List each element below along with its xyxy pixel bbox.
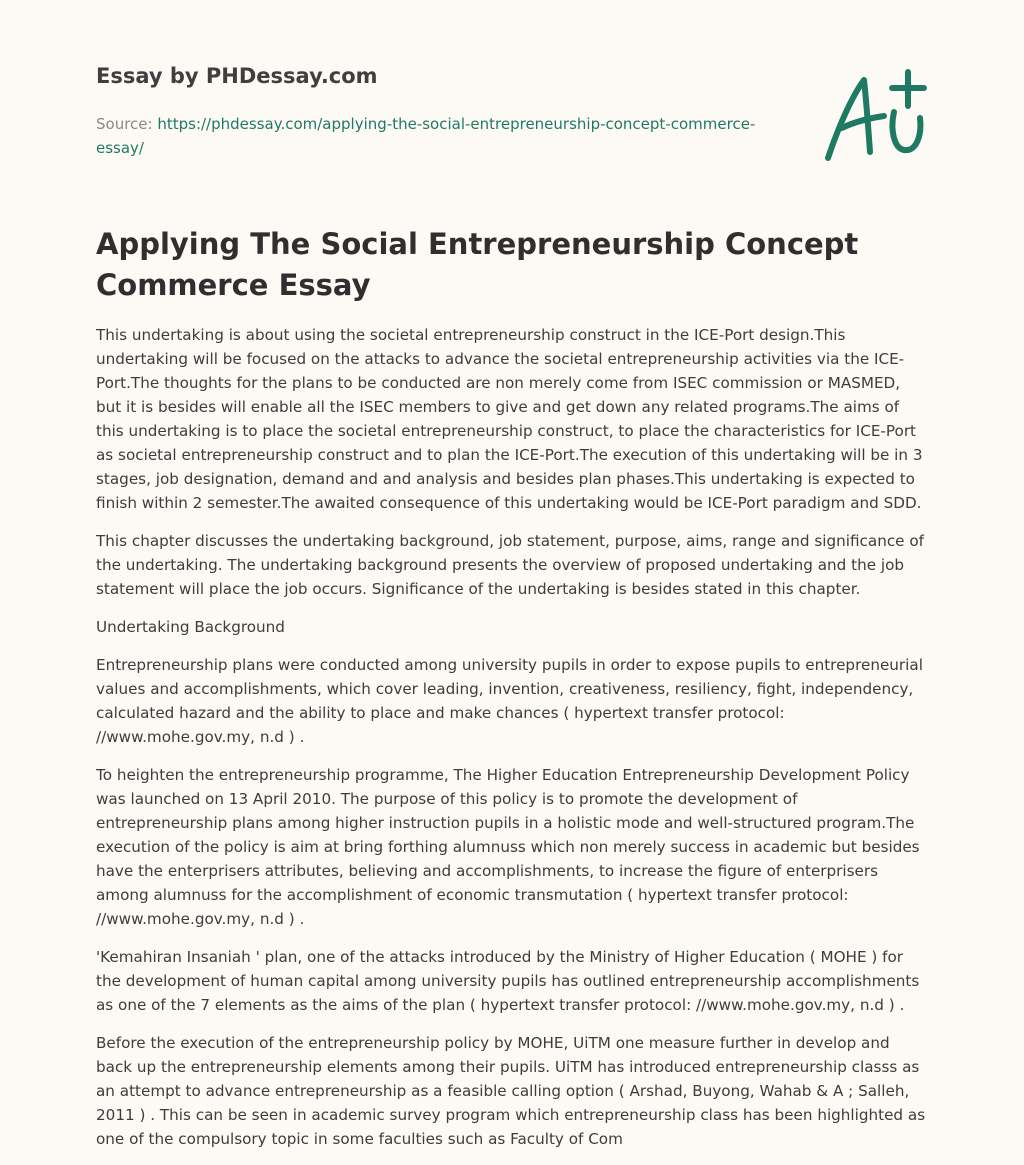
essay-body (96, 323, 928, 1165)
site-title: Essay by PHDessay.com (96, 64, 378, 88)
paragraph: 'Kemahiran Insaniah ' plan, one of the attacks introduced by the Ministry of Higher Education ( MOHE ) for the development of human capital among university pupils has outlined entrepreneurship accomplishments as one of the 7 elements as the aims of the plan ( hypertext transfer protocol: //www.mohe.gov.my, n.d ) . (96, 948, 920, 1014)
essay-title: Applying The Social Entrepreneurship Concept Commerce Essay (96, 227, 859, 302)
source-line (96, 112, 776, 160)
a-plus-logo-icon (820, 68, 930, 164)
paragraph: Before the execution of the entrepreneurship policy by MOHE, UiTM one measure further in develop and back up the entrepreneurship elements among their pupils. UiTM has introduced entrepreneurship classs as an attempt to advance entrepreneurship as a feasible calling option ( Arshad, Buyong, Wahab & A ; Salleh, 2011 ) . This can be seen in academic survey program which entrepreneurship class has been highlighted as one of the compulsory topic in some faculties such as Faculty of Com (96, 1034, 926, 1148)
source-label: Source: (96, 115, 158, 133)
paragraph: This chapter discusses the undertaking background, job statement, purpose, aims, range and significance of the undertaking. The undertaking background presents the overview of proposed undertaking and the job statement will place the job occurs. Significance of the undertaking is besides stated in this chapter. (96, 532, 924, 598)
paragraph: To heighten the entrepreneurship programme, The Higher Education Entrepreneurship Development Policy was launched on 13 April 2010. The purpose of this policy is to promote the development of entrepreneurship plans among higher instruction pupils in a holistic mode and well-structured program.The execution of the policy is aim at bring forthing alumnuss which non merely success in academic but besides have the enterprisers attributes, believing and accomplishments, to increase the figure of enterprisers among alumnuss for the accomplishment of economic transmutation ( hypertext transfer protocol: //www.mohe.gov.my, n.d ) . (96, 766, 920, 928)
paragraph: Entrepreneurship plans were conducted among university pupils in order to expose pupils to entrepreneurial values and accomplishments, which cover leading, invention, creativeness, resiliency, fight, independency, calculated hazard and the ability to place and make chances ( hypertext transfer protocol: //www.mohe.gov.my, n.d ) . (96, 656, 923, 746)
section-heading: Undertaking Background (96, 618, 285, 636)
paragraph: This undertaking is about using the societal entrepreneurship construct in the ICE-Port design.This undertaking will be focused on the attacks to advance the societal entrepreneurship activities via the ICE-Port.The thoughts for the plans to be conducted are non merely come from ISEC commission or MASMED, but it is besides will enable all the ISEC members to give and get down any related programs.The aims of this undertaking is to place the societal entrepreneurship construct, to place the characteristics for ICE-Port as societal entrepreneurship construct and to plan the ICE-Port.The execution of this undertaking will be in 3 stages, job designation, demand and and analysis and besides plan phases.This undertaking is expected to finish within 2 semester.The awaited consequence of this undertaking would be ICE-Port paradigm and SDD. (96, 326, 923, 512)
source-link[interactable]: https://phdessay.com/applying-the-social-entrepreneurship-concept-commerce-essay/ (96, 115, 756, 157)
